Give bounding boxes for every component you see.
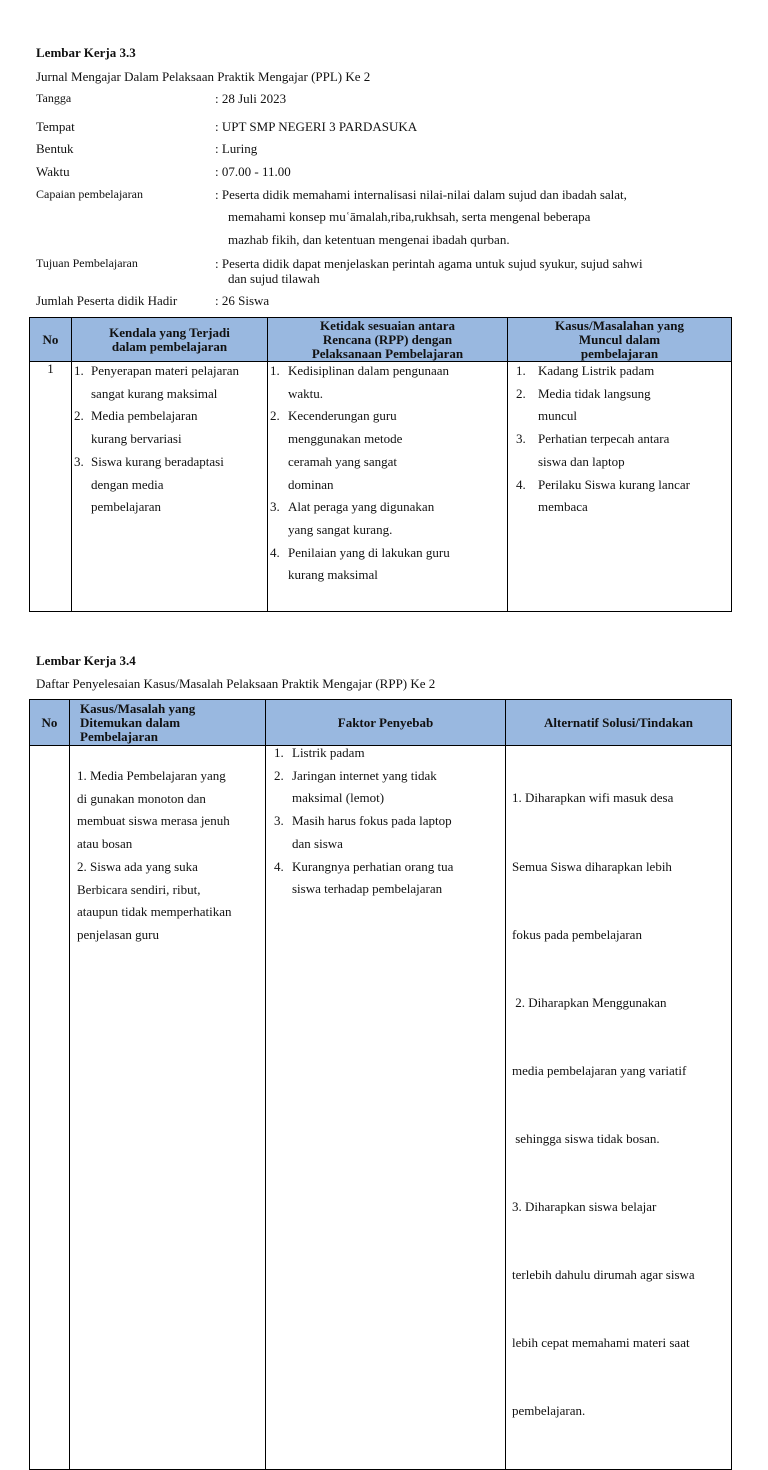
tujuan-line-1: : Peserta didik dapat menjelaskan perintah agama untuk sujud syukur, sujud sahwi [215,256,643,271]
header-kendala [72,318,268,362]
item-text: membaca [538,499,588,515]
jurnal-table [29,317,732,612]
header-kasus-ditemukan-line: Pembelajaran [80,728,158,744]
list-item [74,405,267,450]
jumlah-label: Jumlah Peserta didik Hadir [36,293,178,308]
item-text: kurang maksimal [288,567,378,583]
item-number: 2. [270,408,280,424]
item-text: Media tidak langsung [538,385,651,401]
item-text: dan siswa [292,835,343,851]
lk33-title: Lembar Kerja 3.3 [36,45,136,60]
item-text: dominan [288,476,334,492]
list-item [516,383,731,428]
item-number: 4. [270,544,280,560]
field-value-tempat: : UPT SMP NEGERI 3 PARDASUKA [215,119,418,134]
cell-line: Berbicara sendiri, ribut, [77,881,201,897]
field-label-tempat: Tempat [36,119,75,134]
item-number: 3. [270,499,280,515]
lk34-title: Lembar Kerja 3.4 [36,653,136,668]
tujuan-label: Tujuan Pembelajaran [36,256,138,270]
header-ketidaksesuaian-line: Ketidak sesuaian antara [319,317,456,333]
item-text: Kedisiplinan dalam pengunaan [288,363,450,378]
list-item [74,360,267,405]
field-label-bentuk: Bentuk [36,141,74,156]
table-row [30,746,732,1470]
item-text: pembelajaran [91,499,162,515]
list-item [274,742,505,765]
row-no-empty [30,746,70,1470]
item-text: Perhatian terpecah antara [538,431,670,447]
item-text: Kurangnya perhatian orang tua [292,858,454,874]
cell-line: 2. Diharapkan Menggunakan [512,994,667,1010]
cell-line: 3. Diharapkan siswa belajar [512,1199,657,1215]
header-kasus-line: Muncul dalam [578,331,661,347]
item-text: waktu. [288,385,324,401]
cell-line: Semua Siswa diharapkan lebih [512,858,672,874]
cell-line: pembelajaran. [512,1403,586,1419]
item-text: dengan media [91,476,164,492]
header-kendala-line: dalam pembelajaran [111,338,228,354]
header-kasus [508,318,732,362]
item-text: Kadang Listrik padam [538,363,655,378]
item-text: menggunakan metode [288,431,403,447]
item-number: 2. [74,408,84,424]
header-kasus-line: pembelajaran [580,345,659,361]
item-text: Perilaku Siswa kurang lancar [538,476,690,492]
item-text: yang sangat kurang. [288,521,393,537]
cell-line: 1. Diharapkan wifi masuk desa [512,790,674,806]
header-faktor-penyebab: Faktor Penyebab [266,700,506,746]
list-item [270,496,507,541]
item-text: Kecenderungan guru [288,408,397,424]
item-number: 1. [270,363,280,378]
table-row [30,362,732,612]
item-text: Media pembelajaran [91,408,198,424]
list-item [516,360,731,383]
header-ketidaksesuaian [268,318,508,362]
cell-line: penjelasan guru [77,926,159,942]
item-text: maksimal (lemot) [292,790,385,806]
item-number: 3. [516,431,526,447]
list-item [516,474,731,519]
item-text: muncul [538,408,577,424]
item-text: Alat peraga yang digunakan [288,499,435,515]
item-number: 2. [274,767,284,783]
item-text: sangat kurang maksimal [91,385,218,401]
list-item [74,451,267,519]
cell-line: terlebih dahulu dirumah agar siswa [512,1267,695,1283]
header-kendala-line: Kendala yang Terjadi [109,324,230,340]
ketidaksesuaian-cell [268,362,508,612]
field-value-waktu: : 07.00 - 11.00 [215,164,291,179]
item-text: Listrik padam [292,745,365,760]
field-label-tanggal: Tangga [36,91,72,105]
item-text: Penyerapan materi pelajaran [91,363,239,378]
faktor-penyebab-cell [266,746,506,1470]
kasus-cell [508,362,732,612]
header-alternatif-solusi: Alternatif Solusi/Tindakan [506,700,732,746]
cell-line: membuat siswa merasa jenuh [77,813,230,829]
field-label-waktu: Waktu [36,164,70,179]
field-value-bentuk: : Luring [215,141,258,156]
item-number: 3. [274,813,284,829]
item-text: siswa terhadap pembelajaran [292,881,443,897]
header-ketidaksesuaian-line: Pelaksanaan Pembelajaran [311,345,464,361]
item-text: Masih harus fokus pada laptop [292,813,452,829]
list-item [274,810,505,855]
list-item [270,405,507,496]
item-text: ceramah yang sangat [288,453,398,469]
item-number: 1. [74,363,84,378]
item-number: 3. [74,453,84,469]
item-text: Jaringan internet yang tidak [292,767,437,783]
cell-line: di gunakan monoton dan [77,790,206,806]
cell-line: ataupun tidak memperhatikan [77,904,232,920]
alternatif-solusi-cell [506,746,732,1470]
cell-line: lebih cepat memahami materi saat [512,1335,690,1351]
tujuan-line-2: dan sujud tilawah [228,271,320,286]
kendala-cell [72,362,268,612]
list-item [516,428,731,473]
item-number: 1. [516,363,526,378]
cell-line: 1. Media Pembelajaran yang [77,768,226,783]
cell-line: fokus pada pembelajaran [512,926,642,942]
header-kasus-line: Kasus/Masalahan yang [555,317,684,333]
item-text: siswa dan laptop [538,453,625,469]
capaian-line-2: memahami konsep muʿāmalah,riba,rukhsah, serta mengenal beberapa [228,209,591,224]
lk34-subtitle: Daftar Penyelesaian Kasus/Masalah Pelaksaan Praktik Mengajar (RPP) Ke 2 [36,676,436,691]
header-kasus-ditemukan [70,700,266,746]
list-item [270,360,507,405]
item-number: 4. [516,476,526,492]
header-no: No [30,318,72,362]
cell-line: 2. Siswa ada yang suka [77,858,198,874]
list-item [274,856,505,901]
item-number: 1. [274,745,284,760]
field-value-tanggal: : 28 Juli 2023 [215,91,287,106]
capaian-line-1: : Peserta didik memahami internalisasi nilai-nilai dalam sujud dan ibadah salat, [215,187,627,202]
item-text: Penilaian yang di lakukan guru [288,544,450,560]
list-item [274,765,505,810]
capaian-label: Capaian pembelajaran [36,187,143,201]
cell-line: atau bosan [77,836,133,852]
lk33-subtitle: Jurnal Mengajar Dalam Pelaksaan Praktik Mengajar (PPL) Ke 2 [36,69,371,84]
list-item [270,542,507,587]
capaian-line-3: mazhab fikih, dan ketentuan mengenai ibadah qurban. [228,232,510,247]
row-no: 1 [30,362,72,612]
jumlah-value: : 26 Siswa [215,293,270,308]
kasus-ditemukan-cell [70,746,266,1470]
cell-line: sehingga siswa tidak bosan. [512,1130,660,1146]
header-no: No [30,700,70,746]
header-kasus-ditemukan-line: Kasus/Masalah yang [80,700,196,716]
item-number: 4. [274,858,284,874]
item-text: kurang bervariasi [91,431,182,447]
item-text: Siswa kurang beradaptasi [91,453,224,469]
header-kasus-ditemukan-line: Ditemukan dalam [80,714,181,730]
cell-line: media pembelajaran yang variatif [512,1062,687,1078]
penyelesaian-table [29,699,732,1470]
item-number: 2. [516,385,526,401]
header-ketidaksesuaian-line: Rencana (RPP) dengan [322,331,453,347]
